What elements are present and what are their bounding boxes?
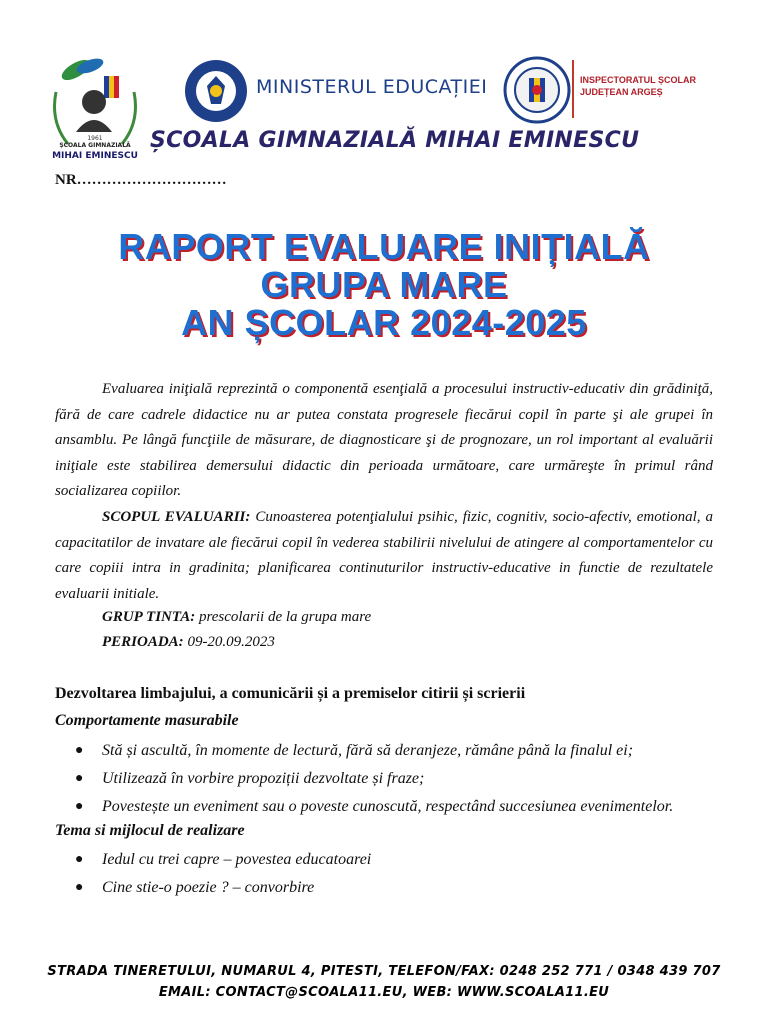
title-line-3: AN ȘCOLAR 2024-2025 — [181, 302, 587, 343]
intro-paragraph — [55, 377, 713, 505]
list-item — [75, 765, 673, 793]
target-group-line — [102, 609, 371, 626]
list-item-text: Cine stie-o poezie ? – convorbire — [102, 879, 315, 896]
list-item-text: Povestește un eveniment sau o poveste cunoscută, respectând succesiunea evenimentelor. — [102, 798, 674, 815]
svg-text:MIHAI EMINESCU: MIHAI EMINESCU — [52, 151, 138, 161]
list-item — [75, 793, 673, 821]
bullet-icon: ● — [75, 743, 84, 758]
list-item — [75, 874, 371, 902]
isj-line2: JUDEȚEAN ARGEȘ — [580, 87, 663, 97]
list-item-text: Utilizează în vorbire propoziții dezvoltate și fraze; — [102, 770, 425, 787]
isj-seal-icon — [503, 56, 571, 124]
scope-paragraph — [55, 505, 713, 607]
school-logo — [46, 52, 144, 162]
themes-list — [75, 846, 371, 902]
report-title — [0, 228, 768, 342]
list-item-text: Stă și ascultă, în momente de lectură, fără să deranjeze, rămâne până la finalul ei; — [102, 742, 634, 759]
isj-divider — [572, 60, 574, 118]
title-line-2: GRUPA MARE — [260, 264, 508, 305]
behaviors-heading: Comportamente masurabile — [55, 712, 239, 729]
list-item — [75, 737, 673, 765]
school-name: ȘCOALA GIMNAZIALĂ MIHAI EMINESCU — [150, 128, 640, 153]
theme-heading: Tema si mijlocul de realizare — [55, 822, 245, 839]
scope-text: Cunoasterea potenţialului psihic, fizic, cognitiv, socio-afectiv, emotional, a capacitatilor de invatare ale fiecărui copil în vederea stabilirii nivelului de atingere al comportamentelor cu care copiii intra in gradinita; planificarea continuturilor instructiv-educative in functie de rezultatele evaluarii initiale. — [55, 509, 713, 602]
scope-label: SCOPUL EVALUARII: — [102, 509, 251, 525]
footer-contact: EMAIL: CONTACT@SCOALA11.EU, WEB: WWW.SCOALA11.EU — [158, 985, 610, 1000]
period-label: PERIOADA: — [102, 634, 184, 650]
behaviors-list — [75, 737, 673, 821]
intro-text: Evaluarea iniţială reprezintă o componentă esenţială a procesului instructiv-educativ din grădiniţă, fără de care cadrele didactice nu ar putea constata progresele fiecărui copil în parte şi ale grupei în ansamblu. Pe lângă funcţiile de măsurare, de diagnosticare şi de prognozare, un rol important al evaluării iniţiale este stabilirea demersului didactic din perioada următoare, care urmăreşte în primul rând socializarea copiilor. — [55, 381, 713, 499]
registration-number: NR………………………… — [55, 172, 227, 188]
bullet-icon: ● — [75, 852, 84, 867]
footer-address: STRADA TINERETULUI, NUMARUL 4, PITESTI, TELEFON/FAX: 0248 252 771 / 0348 439 707 — [47, 964, 721, 979]
isj-line1: INSPECTORATUL ȘCOLAR — [580, 75, 697, 85]
svg-text:ȘCOALA GIMNAZIALĂ: ȘCOALA GIMNAZIALĂ — [59, 142, 131, 149]
bullet-icon: ● — [75, 799, 84, 814]
period-text: 09-20.09.2023 — [183, 634, 275, 650]
bullet-icon: ● — [75, 880, 84, 895]
target-label: GRUP TINTA: — [102, 609, 196, 625]
government-seal-icon — [183, 58, 249, 124]
list-item-text: Iedul cu trei capre – povestea educatoarei — [102, 851, 372, 868]
period-line — [102, 634, 275, 651]
svg-text:1961: 1961 — [87, 135, 103, 142]
isj-name — [580, 74, 696, 98]
ministry-name: MINISTERUL EDUCAȚIEI — [256, 76, 488, 98]
bullet-icon: ● — [75, 771, 84, 786]
target-text: prescolarii de la grupa mare — [195, 609, 372, 625]
section-heading: Dezvoltarea limbajului, a comunicării și a premiselor citirii și scrierii — [55, 685, 526, 702]
title-line-1: RAPORT EVALUARE INIȚIALĂ — [118, 226, 650, 267]
list-item — [75, 846, 371, 874]
